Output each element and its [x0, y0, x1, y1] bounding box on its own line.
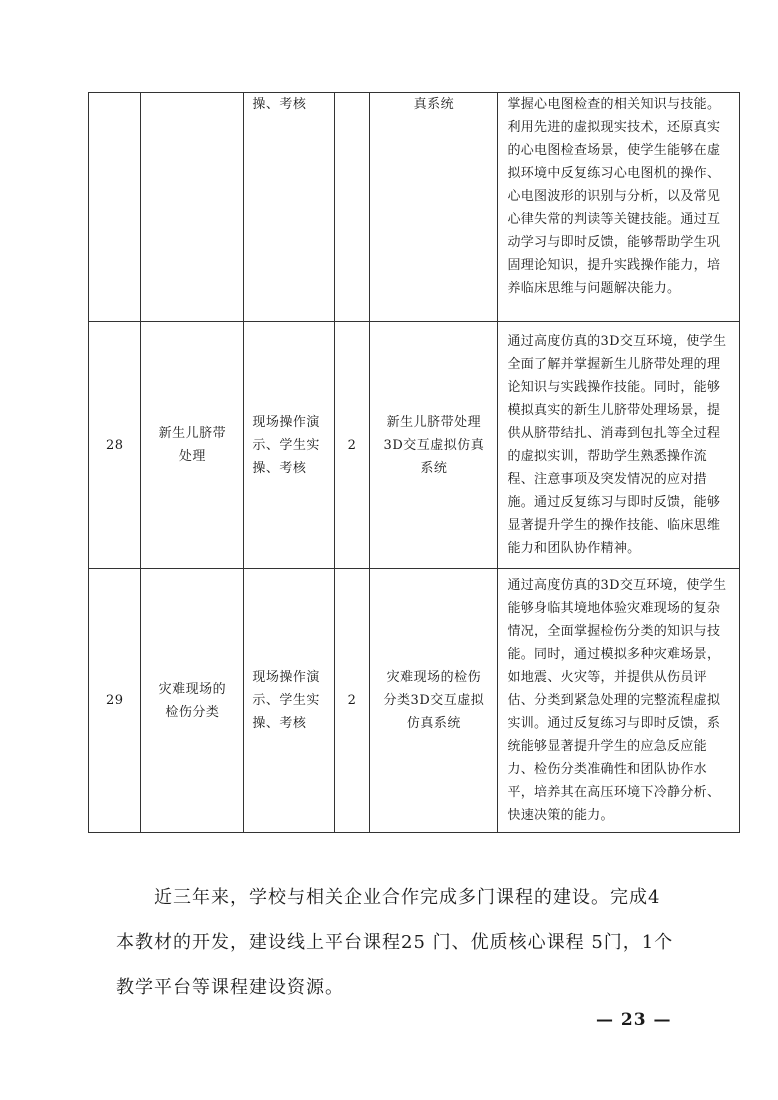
summary-paragraph: 近三年来，学校与相关企业合作完成多门课程的建设。完成4本教材的开发，建设线上平台课程25 门、优质核心课程 5门，1个教学平台等课程建设资源。 [116, 887, 674, 998]
course-table [88, 92, 740, 833]
description-cell: 通过高度仿真的3D交互环境，使学生全面了解并掌握新生儿脐带处理的理论知识与实践操作技能。同时，能够模拟真实的新生儿脐带处理场景，提供从脐带结扎、消毒到包扎等全过程的虚拟实训，帮助学生熟悉操作流程、注意事项及突发情况的应对措施。通过反复练习与即时反馈，能够显著提升学生的操作技能、临床思维能力和团队协作精神。 [498, 322, 740, 569]
teaching-mode-cell: 操、考核 [244, 93, 334, 322]
simulation-system-cell: 新生儿脐带处理3D交互虚拟仿真系统 [370, 322, 498, 569]
course-name-cell: 灾难现场的检伤分类 [141, 569, 244, 833]
simulation-system-cell: 灾难现场的检伤分类3D交互虚拟仿真系统 [370, 569, 498, 833]
row-number-cell [89, 93, 141, 322]
hours-cell: 2 [334, 322, 370, 569]
row-number-cell: 29 [89, 569, 141, 833]
hours-cell: 2 [334, 569, 370, 833]
table-row [89, 93, 740, 322]
teaching-mode-cell: 现场操作演示、学生实操、考核 [244, 569, 334, 833]
row-number-cell: 28 [89, 322, 141, 569]
table-row [89, 322, 740, 569]
course-name-cell: 新生儿脐带处理 [141, 322, 244, 569]
table-row [89, 569, 740, 833]
hours-cell [334, 93, 370, 322]
teaching-mode-cell: 现场操作演示、学生实操、考核 [244, 322, 334, 569]
description-cell: 通过高度仿真的3D交互环境，使学生能够身临其境地体验灾难现场的复杂情况，全面掌握检伤分类的知识与技能。同时，通过模拟多种灾难场景，如地震、火灾等，并提供从伤员评估、分类到紧急处理的完整流程虚拟实训。通过反复练习与即时反馈，系统能够显著提升学生的应急反应能力、检伤分类准确性和团队协作水平，培养其在高压环境下冷静分析、快速决策的能力。 [498, 569, 740, 833]
simulation-system-cell: 真系统 [370, 93, 498, 322]
course-name-cell [141, 93, 244, 322]
description-cell: 掌握心电图检查的相关知识与技能。利用先进的虚拟现实技术，还原真实的心电图检查场景，使学生能够在虚拟环境中反复练习心电图机的操作、心电图波形的识别与分析，以及常见心律失常的判读等关键技能。通过互动学习与即时反馈，能够帮助学生巩固理论知识，提升实践操作能力，培养临床思维与问题解决能力。 [498, 93, 740, 322]
page-number: — 23 — [596, 1010, 672, 1030]
